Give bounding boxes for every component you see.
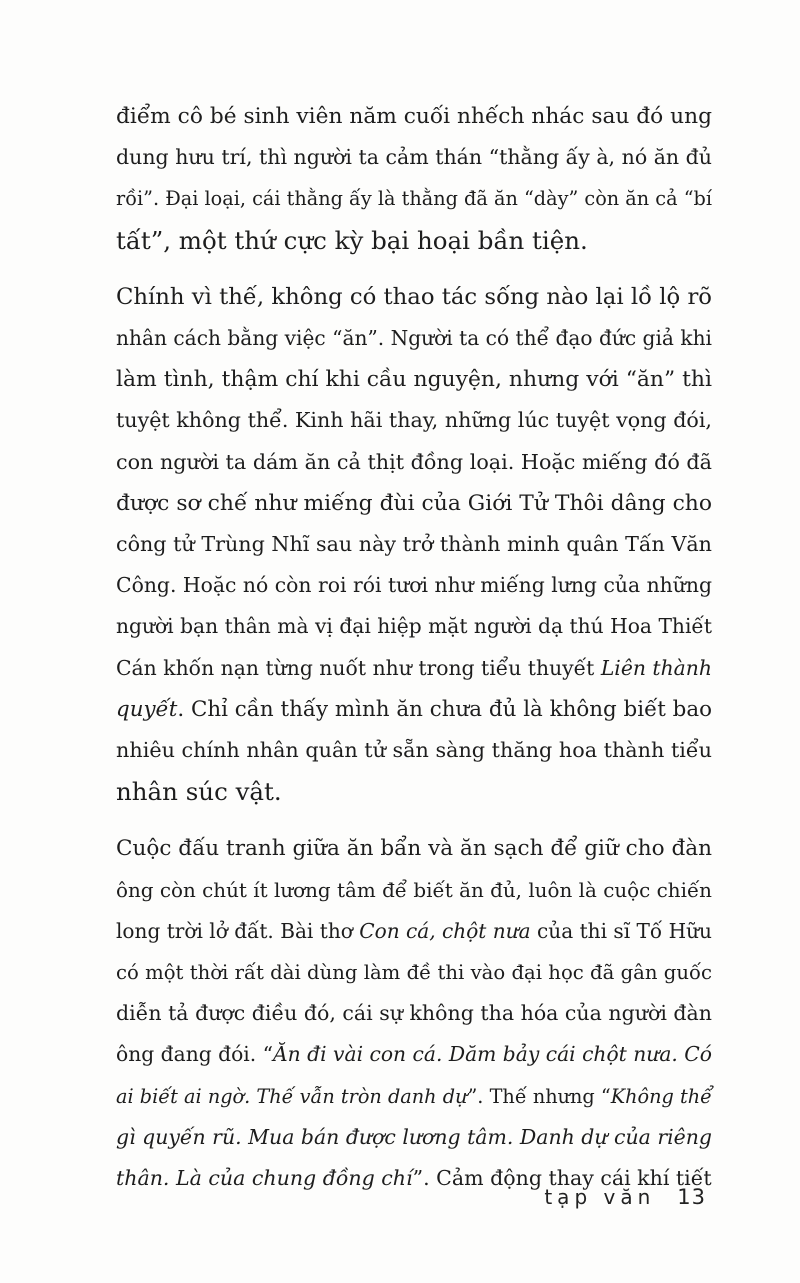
text-run: ông còn chút ít lương tâm để biết ăn đủ, luôn là cuộc chiến [116,878,712,902]
text-run: tất”, một thứ cực kỳ bại hoại bần tiện. [116,225,588,255]
text-run: nhân súc vật. [116,777,282,807]
section-name: tạp văn [544,1185,656,1209]
text-run: làm tình, thậm chí khi cầu nguyện, nhưng với “ăn” thì [116,367,712,393]
text-run: nhân cách bằng việc “ăn”. Người ta có thể đạo đức giả khi [116,326,712,351]
text-line [116,730,712,771]
text-run: điểm cô bé sinh viên năm cuối nhếch nhác sau đó ung [116,104,712,129]
text-line [116,648,712,689]
italic-text: thân. Là của chung đồng chí [116,1166,413,1191]
body-text [116,96,712,1215]
text-line [116,606,712,647]
text-line [116,483,712,524]
text-line [116,359,712,400]
text-run: ”. Cảm động thay cái khí tiết [412,1166,712,1191]
text-run: ”. Thế nhưng “ [467,1084,611,1108]
text-line [116,1034,712,1075]
text-run: Công. Hoặc nó còn roi rói tươi như miếng lưng của những [116,573,712,598]
text-run: diễn tả được điều đó, cái sự không tha hóa của người đàn [116,1001,712,1026]
paragraph [116,828,712,1199]
paragraph [116,96,712,261]
text-line [116,400,712,441]
text-run: Cuộc đấu tranh giữa ăn bẩn và ăn sạch để giữ cho đàn [116,836,712,862]
text-line [116,771,712,812]
text-line [116,993,712,1034]
italic-text: Con cá, chột nưa [359,918,531,943]
text-line [116,178,712,219]
text-run: người bạn thân mà vị đại hiệp mặt người dạ thú Hoa Thiết [116,614,712,639]
text-run: dung hưu trí, thì người ta cảm thán “thằng ấy à, nó ăn đủ [116,145,712,170]
text-line [116,689,712,730]
paragraph [116,277,712,813]
text-run: . Chỉ cần thấy mình ăn chưa đủ là không biết bao [177,696,712,722]
text-line [116,952,712,993]
text-run: có một thời rất dài dùng làm đề thi vào đại học đã gân guốc [116,961,712,985]
page-footer [544,1185,706,1209]
text-line [116,828,712,869]
text-line [116,318,712,359]
text-line [116,870,712,911]
text-line [116,524,712,565]
text-run: long trời lở đất. Bài thơ [116,918,360,943]
text-run: tuyệt không thể. Kinh hãi thay, những lúc tuyệt vọng đói, [116,408,712,433]
text-line [116,277,712,318]
text-line [116,911,712,952]
text-run: Cán khốn nạn từng nuốt như trong tiểu thuyết [116,655,601,680]
text-run: công tử Trùng Nhĩ sau này trở thành minh quân Tấn Văn [116,532,712,557]
text-run: của thi sĩ Tố Hữu [530,918,712,943]
text-line [116,1076,712,1117]
text-run: con người ta dám ăn cả thịt đồng loại. Hoặc miếng đó đã [116,449,712,474]
text-line [116,565,712,606]
text-run: nhiêu chính nhân quân tử sẵn sàng thăng hoa thành tiểu [116,738,712,763]
text-run: Chính vì thế, không có thao tác sống nào lại lồ lộ rõ [116,283,712,310]
text-line [116,442,712,483]
text-line [116,96,712,137]
text-run: ông đang đói. “ [116,1042,274,1067]
page-number: 13 [677,1185,706,1209]
italic-text: Không thể [610,1084,712,1108]
italic-text: quyết [116,696,178,722]
text-line [116,137,712,178]
italic-text: Liên thành [600,655,712,680]
italic-text: Ăn đi vài con cá. Dăm bảy cái chột nưa. Có [273,1042,712,1067]
text-line [116,220,712,261]
italic-text: ai biết ai ngờ. Thế vẫn tròn danh dự [116,1084,468,1108]
italic-text: gì quyến rũ. Mua bán được lương tâm. Danh dự của riêng [116,1124,712,1149]
text-line [116,1117,712,1158]
text-run: rồi”. Đại loại, cái thằng ấy là thằng đã ăn “dày” còn ăn cả “bí [116,187,712,211]
text-run: được sơ chế như miếng đùi của Giới Tử Thôi dâng cho [116,490,712,516]
